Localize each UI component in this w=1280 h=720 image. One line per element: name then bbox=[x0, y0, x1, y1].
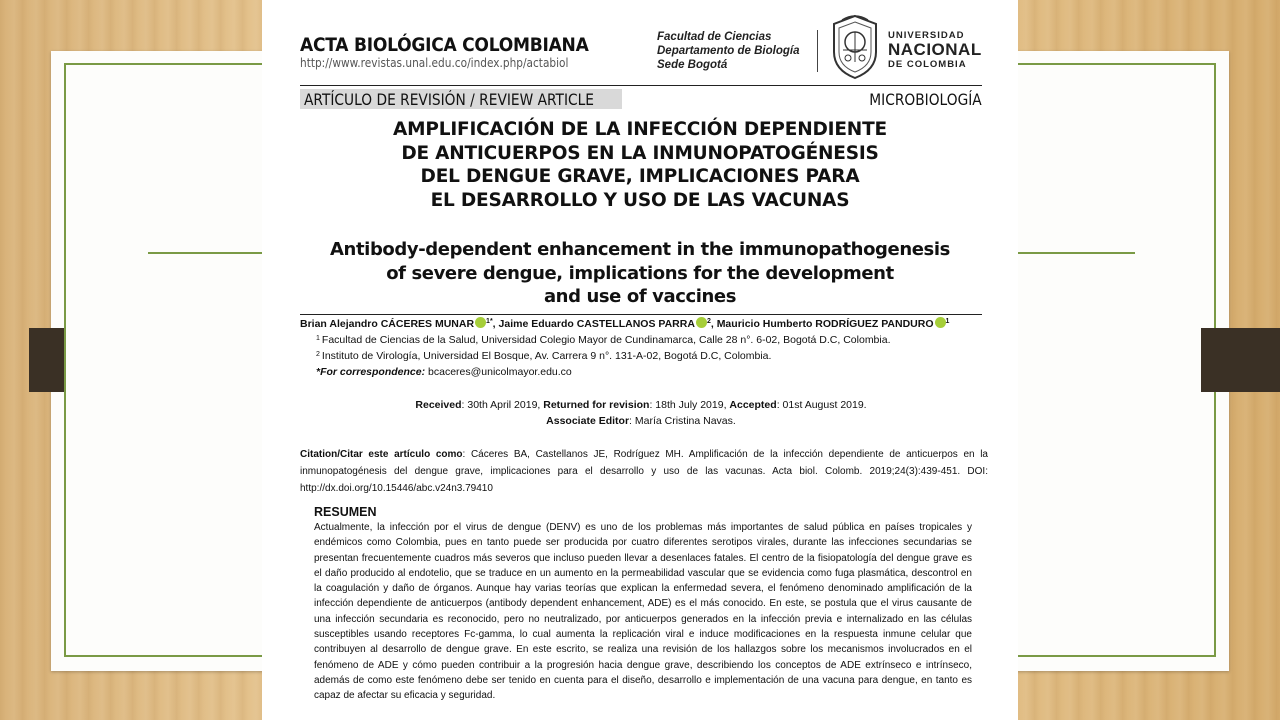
returned-label: Returned for revision bbox=[543, 399, 650, 411]
orcid-icon[interactable] bbox=[475, 317, 486, 328]
title-spanish bbox=[290, 118, 990, 212]
faculty-block bbox=[657, 30, 800, 72]
university-line1: UNIVERSIDAD bbox=[888, 30, 965, 41]
university-line2: NACIONAL bbox=[888, 40, 982, 59]
citation-text: : Cáceres BA, Castellanos JE, Rodríguez MH. Amplificación de la infección dependiente de anticuerpos en la inmunopatogénesis del dengue grave, implicaciones para el desarrollo y uso de las vacunas. Acta biol. Colomb. 2019;24(3):439-451. DOI: http://dx.doi.org/10.15446/abc.v24n3.79410 bbox=[300, 449, 988, 494]
slide-rule-right bbox=[1017, 252, 1135, 254]
author-affil-ref: 2 bbox=[706, 318, 711, 325]
author-separator: , bbox=[492, 318, 499, 330]
correspondence-label: *For correspondence: bbox=[316, 366, 426, 378]
received-date: : 30th April 2019, bbox=[461, 399, 544, 411]
title-en-line: Antibody-dependent enhancement in the immunopathogenesis bbox=[330, 239, 950, 260]
university-seal-icon bbox=[828, 12, 882, 80]
received-label: Received bbox=[415, 399, 462, 411]
header-rule bbox=[300, 85, 982, 86]
accepted-date: : 01st August 2019. bbox=[776, 399, 867, 411]
title-en-line: and use of vaccines bbox=[543, 286, 737, 307]
title-es-line: DEL DENGUE GRAVE, IMPLICACIONES PARA bbox=[420, 166, 860, 187]
article-type: ARTÍCULO DE REVISIÓN / REVIEW ARTICLE bbox=[304, 90, 594, 109]
slide-tab-right bbox=[1201, 328, 1280, 392]
affiliation-text: Facultad de Ciencias de la Salud, Universidad Colegio Mayor de Cundinamarca, Calle 28 n°. 6-02, Bogotá D.C, Colombia. bbox=[321, 334, 891, 346]
author-name: Brian Alejandro CÁCERES MUNAR bbox=[300, 318, 475, 330]
title-english bbox=[290, 238, 990, 309]
authors-rule bbox=[300, 314, 982, 315]
accepted-label: Accepted bbox=[729, 399, 777, 411]
paper-page bbox=[262, 0, 1018, 720]
editor-name: : María Cristina Navas. bbox=[629, 415, 736, 427]
title-es-line: AMPLIFICACIÓN DE LA INFECCIÓN DEPENDIENTE bbox=[393, 119, 887, 140]
correspondence bbox=[316, 366, 572, 378]
slide-rule-left bbox=[148, 252, 263, 254]
abstract-text: Actualmente, la infección por el virus de dengue (DENV) es uno de los problemas más importantes de salud pública en países tropicales y endémicos como Colombia, pues en tanto puede ser producida por cuatro diferentes serotipos virales, durante las infecciones secundarias se presentan frecuentemente cuadros más severos que incluso pueden llevar a desenlaces fatales. El centro de la fisiopatología del dengue grave es el daño producido al endotelio, que se traduce en un aumento en la permeabilidad vascular que se evidencia como fuga plasmática, descontrol en la coagulación y daño de órganos. Aunque hay varias teorías que explican la enfermedad severa, el fenómeno denominado amplificación de la infección dependiente de anticuerpos (antibody dependent enhancement, ADE) es el más conocido. En este, se postula que el virus causante de una infección secundaria es reconocido, pero no neutralizado, por anticuerpos generados en la infección previa e internalizado en las células susceptibles usando receptores Fc-gamma, lo cual aumenta la replicación viral e induce modificaciones en la respuesta inmune celular que contribuyen al desarrollo de dengue grave. En este escrito, se realiza una revisión de los hallazgos sobre los mecanismos involucrados en el fenómeno de ADE y cómo pueden contribuir a la progresión hacia dengue grave, describiendo los conceptos de ADE extrínseco e intrínseco, además de como este fenómeno debe ser tenido en cuenta para el diseño, desarrollo e implementación de una vacuna para dengue, en tanto es capaz de afectar su eficacia y seguridad. bbox=[314, 522, 972, 702]
journal-name: ACTA BIOLÓGICA COLOMBIANA bbox=[300, 34, 589, 56]
university-name bbox=[888, 30, 982, 70]
orcid-icon[interactable] bbox=[696, 317, 707, 328]
affiliation-number: 1 bbox=[316, 335, 320, 342]
author-name: Mauricio Humberto RODRÍGUEZ PANDURO bbox=[716, 318, 934, 330]
author-affil-ref: 1* bbox=[486, 318, 493, 325]
abstract-heading: RESUMEN bbox=[314, 505, 377, 519]
returned-date: : 18th July 2019, bbox=[649, 399, 730, 411]
author-separator: , bbox=[710, 318, 717, 330]
affiliation-number: 2 bbox=[316, 351, 320, 358]
associate-editor bbox=[300, 415, 982, 427]
author-list bbox=[300, 317, 949, 330]
author-affil-ref: 1 bbox=[945, 318, 950, 325]
title-en-line: of severe dengue, implications for the development bbox=[386, 262, 894, 284]
citation-label: Citation/Citar este artículo como bbox=[300, 449, 463, 460]
slide-tab-left bbox=[29, 328, 64, 392]
title-es-line: EL DESARROLLO Y USO DE LAS VACUNAS bbox=[430, 189, 850, 211]
correspondence-email[interactable]: bcaceres@unicolmayor.edu.co bbox=[428, 366, 572, 378]
university-line3: DE COLOMBIA bbox=[888, 59, 967, 70]
logo-divider bbox=[817, 30, 818, 72]
journal-url[interactable]: http://www.revistas.unal.edu.co/index.php/actabiol bbox=[300, 56, 569, 70]
article-dates bbox=[300, 399, 982, 411]
faculty-name: Facultad de Ciencias bbox=[657, 31, 772, 43]
orcid-icon[interactable] bbox=[935, 317, 946, 328]
editor-label: Associate Editor bbox=[546, 415, 630, 427]
author-name: Jaime Eduardo CASTELLANOS PARRA bbox=[498, 318, 695, 330]
affiliation-text: Instituto de Virología, Universidad El Bosque, Av. Carrera 9 n°. 131-A-02, Bogotá D.C, Colombia. bbox=[321, 350, 772, 362]
affiliation-2 bbox=[316, 350, 771, 362]
citation-block bbox=[300, 446, 988, 497]
department-name: Departamento de Biología bbox=[657, 45, 800, 57]
affiliation-1 bbox=[316, 334, 891, 346]
article-subject: MICROBIOLOGÍA bbox=[869, 90, 982, 109]
campus-name: Sede Bogotá bbox=[657, 59, 728, 71]
title-es-line: DE ANTICUERPOS EN LA INMUNOPATOGÉNESIS bbox=[401, 142, 879, 164]
